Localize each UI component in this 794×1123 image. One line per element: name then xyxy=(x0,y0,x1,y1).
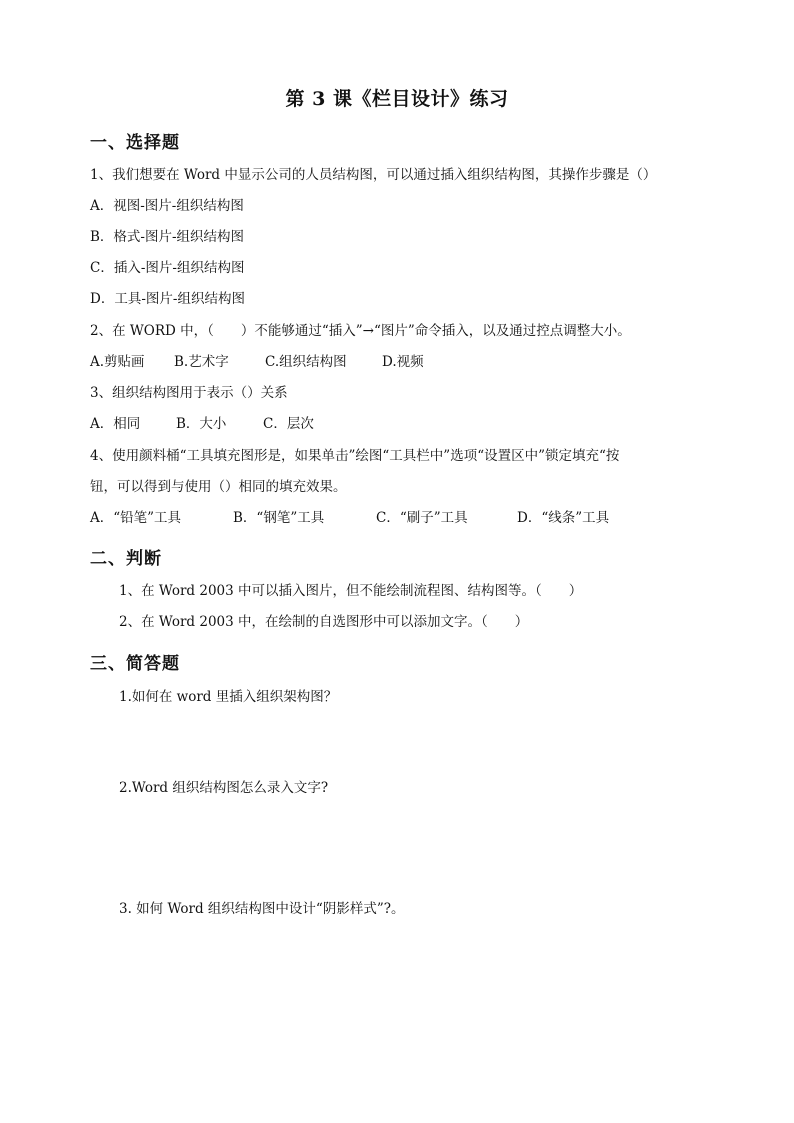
question-3: 3、组织结构图用于表示（）关系 xyxy=(90,385,288,401)
judge-item-1: 1、在 Word 2003 中可以插入图片，但不能绘制流程图、结构图等。（ ） xyxy=(119,583,583,599)
question-4-option-b: B．“钢笔”工具 xyxy=(233,510,325,526)
question-2-option-d: D.视频 xyxy=(382,354,424,370)
question-4-line-2: 钮，可以得到与使用（）相同的填充效果。 xyxy=(90,479,347,495)
question-3-options xyxy=(90,415,314,433)
question-1-option-b: B．格式-图片-组织结构图 xyxy=(90,229,245,245)
question-3-option-c: C．层次 xyxy=(263,416,314,432)
short-answer-3: 3. 如何 Word 组织结构图中设计“阴影样式”?。 xyxy=(119,901,405,917)
question-2-option-c: C.组织结构图 xyxy=(265,354,347,370)
question-3-option-b: B．大小 xyxy=(176,416,227,432)
question-2-option-a: A.剪贴画 xyxy=(90,354,145,370)
section-heading-short-answer: 三、简答题 xyxy=(90,654,180,674)
document-title: 第 3 课《栏目设计》练习 xyxy=(285,88,509,110)
question-2-options xyxy=(90,353,424,371)
section-heading-choice: 一、选择题 xyxy=(90,133,180,153)
question-4-line-1: 4、使用颜料桶“工具填充图形是，如果单击”绘图“工具栏中”选项“设置区中”锁定填充“按 xyxy=(90,448,620,464)
short-answer-2: 2.Word 组织结构图怎么录入文字? xyxy=(119,780,329,796)
question-1: 1、我们想要在 Word 中显示公司的人员结构图，可以通过插入组织结构图，其操作步骤是（） xyxy=(90,167,657,183)
question-1-option-a: A．视图-图片-组织结构图 xyxy=(90,198,244,214)
section-heading-judge: 二、判断 xyxy=(90,549,162,569)
question-4-options xyxy=(90,509,609,527)
question-2-option-b: B.艺术字 xyxy=(174,354,229,370)
question-3-option-a: A．相同 xyxy=(90,416,141,432)
question-4-option-c: C．“刷子”工具 xyxy=(376,510,468,526)
judge-item-2: 2、在 Word 2003 中，在绘制的自选图形中可以添加文字。（ ） xyxy=(119,614,529,630)
short-answer-1: 1.如何在 word 里插入组织架构图？ xyxy=(119,689,338,705)
question-4-option-d: D．“线条”工具 xyxy=(517,510,610,526)
question-1-option-d: D．工具-图片-组织结构图 xyxy=(90,291,245,307)
question-4-option-a: A．“铅笔”工具 xyxy=(90,510,182,526)
question-1-option-c: C．插入-图片-组织结构图 xyxy=(90,260,245,276)
question-2: 2、在 WORD 中，（ ）不能够通过“插入”→“图片”命令插入，以及通过控点调整大小。 xyxy=(90,323,631,339)
